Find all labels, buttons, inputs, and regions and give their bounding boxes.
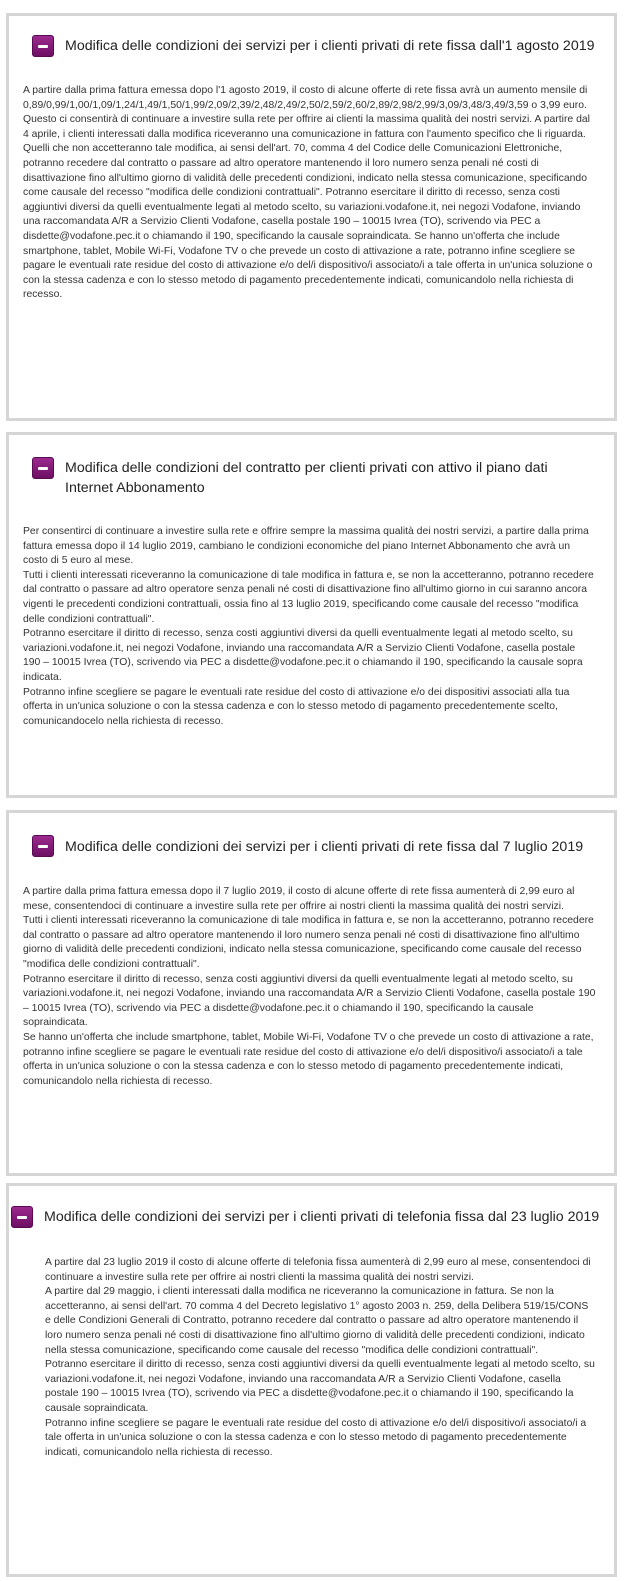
accordion-section-rete-fissa-7-luglio — [6, 810, 617, 1176]
section-body: Per consentirci di continuare a investire sulla rete e offrire sempre la massima qualità dei nostri servizi, a partire dalla prima fattura emessa dopo il 14 luglio 2019, cambiano le condizioni economiche del piano Internet Abbonamento che avrà un costo di 5 euro al mese. Tutti i clienti interessati riceveranno la comunicazione di tale modifica in fattura e, se non la accetteranno, potranno recedere dal contratto o passare ad altro operatore senza penali né costi di disattivazione fino all'ultimo giorno in cui saranno ancora vigenti le precedenti condizioni contrattuali, ossia fino al 13 luglio 2019, specificando come causale del recesso "modifica delle condizioni contrattuali". Potranno esercitare il diritto di recesso, senza costi aggiuntivi diversi da quelli eventualmente legati al metodo scelto, su variazioni.vodafone.it, nei negozi Vodafone, inviando una raccomandata A/R a Servizio Clienti Vodafone, casella postale 190 – 10015 Ivrea (TO), scrivendo via PEC a disdette@vodafone.pec.it o chiamando il 190, specificando la causale sopra indicata. Potranno infine scegliere se pagare le eventuali rate residue del costo di attivazione e/o dei dispositivi associati alla tua offerta in un'unica soluzione o con la stessa cadenza e con lo stesso metodo di pagamento precedentemente scelto, comunicandocelo nella richiesta di recesso. — [23, 526, 594, 727]
section-title[interactable]: Modifica delle condizioni dei servizi per i clienti privati di rete fissa dal 7 luglio 2019 — [65, 839, 584, 855]
collapse-minus-icon[interactable] — [11, 1206, 33, 1228]
collapse-minus-icon[interactable] — [32, 835, 54, 857]
collapse-minus-icon[interactable] — [32, 457, 54, 479]
accordion-section-internet-abbonamento — [6, 432, 617, 798]
section-title[interactable]: Modifica delle condizioni del contratto per clienti privati con attivo il piano dati Internet Abbonamento — [65, 460, 548, 496]
section-title[interactable]: Modifica delle condizioni dei servizi per i clienti privati di telefonia fissa dal 23 luglio 2019 — [44, 1209, 600, 1225]
collapse-minus-icon[interactable] — [32, 35, 54, 57]
section-body: A partire dalla prima fattura emessa dopo l'1 agosto 2019, il costo di alcune offerte di rete fissa avrà un aumento mensile di 0,89/0,99/1,00/1,09/1,24/1,49/1,50/1,99/2,09/2,39/2,48/2,49/2,50/2,59/2,60/2,89/2,98/2,99/3,09/3,48/3,49/3,59 o 3,99 euro. Questo ci consentirà di continuare a investire sulla rete per offrire ai clienti la massima qualità dei nostri servizi. A partire dal 4 aprile, i clienti interessati dalla modifica riceveranno una comunicazione in fattura con l'aumento specifico che li riguarda. Quelli che non accetteranno tale modifica, ai sensi dell'art. 70, comma 4 del Codice delle Comunicazioni Elettroniche, potranno recedere dal contratto o passare ad altro operatore mantenendo il loro numero senza penali né costi di disattivazione fino all'ultimo giorno di validità delle precedenti condizioni, indicato nella stessa comunicazione, specificando come causale del recesso "modifica delle condizioni contrattuali". Potranno esercitare il diritto di recesso, senza costi aggiuntivi diversi da quelli eventualmente legati al metodo scelto, su variazioni.vodafone.it, nei negozi Vodafone, inviando una raccomandata A/R a Servizio Clienti Vodafone, casella postale 190 – 10015 Ivrea (TO), scrivendo via PEC a disdette@vodafone.pec.it o chiamando il 190, specificando la causale sopraindicata. Se hanno un'offerta che include smartphone, tablet, Mobile Wi-Fi, Vodafone TV o che prevede un costo di attivazione a rate, potranno infine scegliere se pagare le eventuali rate residue del costo di attivazione e/o del/i dispositivo/i associato/i a tale offerta in un'unica soluzione o con la stessa cadenza e con lo stesso metodo di pagamento precedentemente indicati, comunicandolo nella richiesta di recesso. — [23, 85, 593, 301]
section-title[interactable]: Modifica delle condizioni dei servizi per i clienti privati di rete fissa dall'1 agosto 2019 — [65, 38, 595, 54]
accordion-section-rete-fissa-1-agosto — [6, 13, 617, 421]
section-body: A partire dal 23 luglio 2019 il costo di alcune offerte di telefonia fissa aumenterà di 2,99 euro al mese, consentendoci di continuare a investire sulla rete per offrire ai nostri clienti la massima qualità dei nostri servizi. A partire dal 29 maggio, i clienti interessati dalla modifica ne riceveranno la comunicazione in fattura. Se non la accetteranno, ai sensi dell'art. 70 comma 4 del Decreto legislativo 1° agosto 2003 n. 259, della Delibera 519/15/CONS e delle Condizioni Generali di Contratto, potranno recedere dal contratto o passare ad altro operatore mantenendo il loro numero senza penali né costi di disattivazione fino all'ultimo giorno di validità delle precedenti condizioni, indicato nella stessa comunicazione, specificando come causale del recesso "modifica delle condizioni contrattuali". Potranno esercitare il diritto di recesso, senza costi aggiuntivi diversi da quelli eventualmente legati al metodo scelto, su variazioni.vodafone.it, nei negozi Vodafone, inviando una raccomandata A/R a Servizio Clienti Vodafone, casella postale 190 – 10015 Ivrea (TO), scrivendo via PEC a disdette@vodafone.pec.it o chiamando il 190, specificando la causale sopraindicata. Potranno infine scegliere se pagare le eventuali rate residue del costo di attivazione e/o del/i dispositivo/i associato/i a tale offerta in un'unica soluzione o con la stessa cadenza e con lo stesso metodo di pagamento precedentemente indicati, comunicandolo nella richiesta di recesso. — [45, 1257, 595, 1458]
section-body: A partire dalla prima fattura emessa dopo il 7 luglio 2019, il costo di alcune offerte di rete fissa aumenterà di 2,99 euro al mese, consentendoci di continuare a investire sulla rete per offrire ai nostri clienti la massima qualità dei nostri servizi. Tutti i clienti interessati riceveranno la comunicazione di tale modifica in fattura e, se non la accetteranno, potranno recedere dal contratto o passare ad altro operatore mantenendo il loro numero senza penali né costi di disattivazione fino all'ultimo giorno di validità delle precedenti condizioni, indicato nella stessa comunicazione, specificando come causale del recesso "modifica delle condizioni contrattuali". Potranno esercitare il diritto di recesso, senza costi aggiuntivi diversi da quelli eventualmente legati al metodo scelto, su variazioni.vodafone.it, nei negozi Vodafone, inviando una raccomandata A/R a Servizio Clienti Vodafone, casella postale 190 – 10015 Ivrea (TO), scrivendo via PEC a disdette@vodafone.pec.it o chiamando il 190, specificando la causale sopraindicata. Se hanno un'offerta che include smartphone, tablet, Mobile Wi-Fi, Vodafone TV o che prevede un costo di attivazione a rate, potranno infine scegliere se pagare le eventuali rate residue del costo di attivazione e/o del/i dispositivo/i associato/i a tale offerta in un'unica soluzione o con la stessa cadenza e con lo stesso metodo di pagamento precedentemente indicati, comunicandolo nella richiesta di recesso. — [23, 886, 596, 1087]
accordion-section-telefonia-fissa-23-luglio — [6, 1183, 617, 1577]
